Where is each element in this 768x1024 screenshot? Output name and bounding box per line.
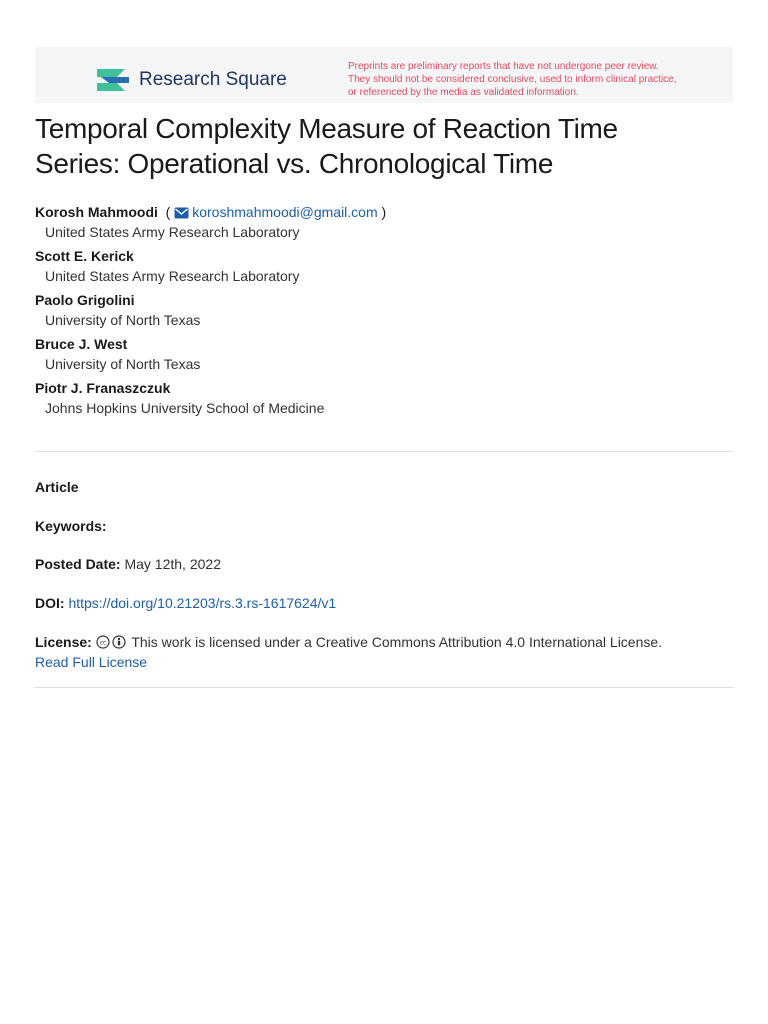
author-entry [35,202,735,242]
header-banner [35,47,733,103]
keywords-label: Keywords: [35,518,107,534]
envelope-icon [174,207,189,219]
research-square-logo-icon [95,65,131,95]
author-list [35,202,735,422]
svg-text:cc: cc [99,639,107,647]
notice-line: or referenced by the media as validated information. [348,87,579,98]
author-entry [35,290,735,330]
notice-line: They should not be considered conclusive, used to inform clinical practice, [348,74,677,85]
logo-text: Research Square [139,69,287,90]
author-name: Bruce J. West [35,336,128,352]
posted-date-label: Posted Date: [35,556,121,572]
title-line: Temporal Complexity Measure of Reaction Time [35,113,618,144]
author-name: Scott E. Kerick [35,248,134,264]
license-text: This work is licensed under a Creative Commons Attribution 4.0 International License. [131,634,663,650]
research-square-logo[interactable] [95,65,287,95]
article-type-label: Article [35,479,79,495]
license-label: License: [35,634,92,650]
author-affiliation: United States Army Research Laboratory [45,268,300,284]
author-entry [35,378,735,418]
posted-date-value: May 12th, 2022 [124,556,221,572]
author-entry [35,334,735,374]
author-email: koroshmahmoodi@gmail.com [192,204,378,220]
author-name: Piotr J. Franaszczuk [35,380,171,396]
notice-line: Preprints are preliminary reports that have not undergone peer review. [348,61,659,72]
attribution-icon [112,635,126,649]
author-name-line [35,202,735,222]
author-name: Paolo Grigolini [35,292,135,308]
author-affiliation: University of North Texas [45,356,201,372]
title-line: Series: Operational vs. Chronological Time [35,148,554,179]
preprint-notice [348,60,677,99]
doi-row [35,593,735,613]
divider [35,687,733,688]
paper-title [35,111,735,181]
author-email-link[interactable] [174,204,377,220]
license-row [35,632,735,672]
creative-commons-icon [96,635,110,649]
author-email-wrapper: ( koroshmahmoodi@gmail.com ) [161,204,387,220]
keywords-row [35,516,735,536]
author-affiliation: United States Army Research Laboratory [45,224,300,240]
posted-date-row [35,554,735,574]
read-full-license-link[interactable]: Read Full License [35,654,148,670]
divider [35,451,733,452]
author-affiliation: University of North Texas [45,312,201,328]
doi-link[interactable]: https://doi.org/10.21203/rs.3.rs-1617624/v1 [68,595,337,611]
author-entry [35,246,735,286]
author-affiliation: Johns Hopkins University School of Medicine [45,400,325,416]
doi-label: DOI: [35,595,65,611]
author-name: Korosh Mahmoodi [35,204,158,220]
article-type [35,477,735,497]
